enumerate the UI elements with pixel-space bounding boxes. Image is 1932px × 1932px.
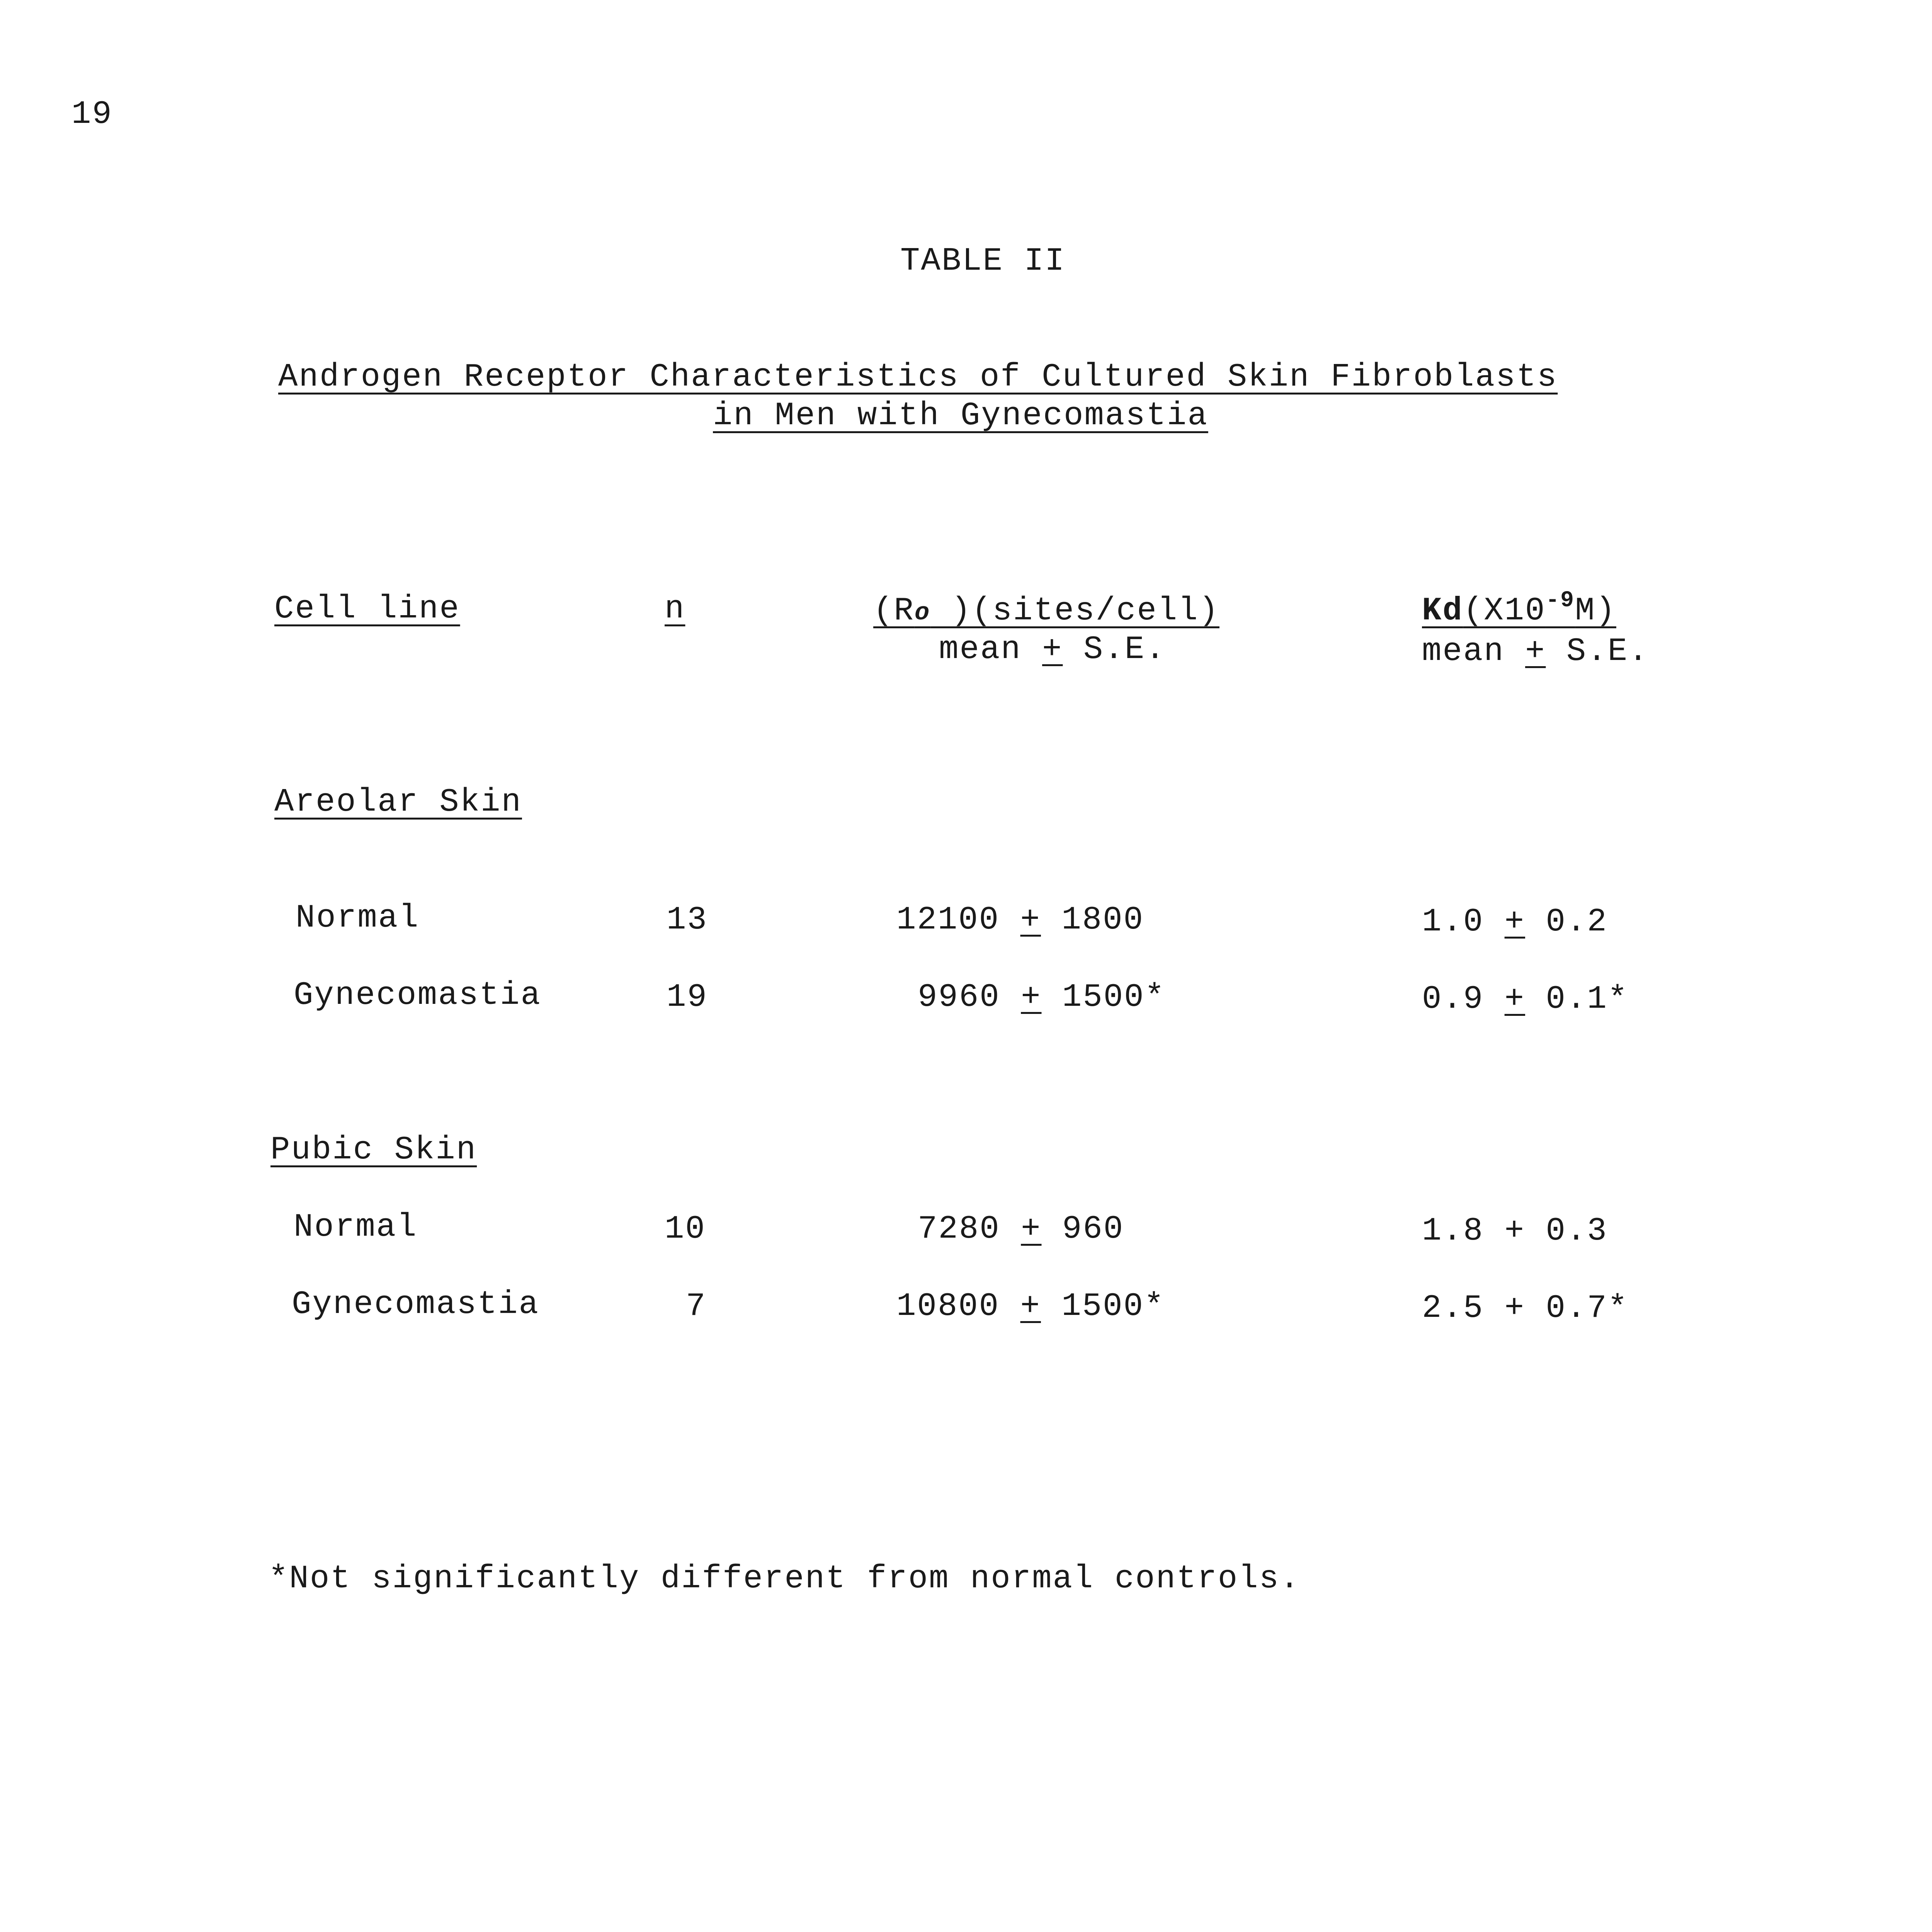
table-label: TABLE II <box>900 243 1066 280</box>
row-n: 19 <box>667 979 708 1016</box>
row-n: 13 <box>667 902 708 939</box>
row-kd-mean: 1.0 <box>1422 904 1484 940</box>
row-kd-se: 0.3 <box>1546 1213 1608 1250</box>
header-ro-sub <box>939 631 1166 668</box>
row-kd-se: 0.1* <box>1546 981 1629 1018</box>
row-ro-pm: + <box>1021 979 1042 1016</box>
header-kd <box>1422 588 1616 629</box>
row-kd-se: 0.2 <box>1546 904 1608 940</box>
row-ro <box>918 981 1165 1014</box>
table-title-line2: in Men with Gynecomastia <box>713 398 1208 434</box>
row-kd-se: 0.7* <box>1546 1290 1629 1327</box>
row-kd <box>1422 1290 1629 1327</box>
table-title-line1: Androgen Receptor Characteristics of Cultured Skin Fibroblasts <box>278 359 1558 396</box>
row-ro <box>896 1288 1165 1325</box>
row-ro-se: 960 <box>1062 1211 1124 1248</box>
row-kd <box>1422 1215 1608 1248</box>
header-kd-unit: M) <box>1575 593 1616 629</box>
row-label: Normal <box>294 1209 418 1246</box>
row-ro-mean: 7280 <box>918 1211 1000 1248</box>
row-kd-mean: 2.5 <box>1422 1290 1484 1327</box>
row-kd-mean: 1.8 <box>1422 1213 1484 1250</box>
header-kd-exponent: -9 <box>1546 588 1575 613</box>
row-kd <box>1422 906 1608 939</box>
row-label: Normal <box>296 900 420 937</box>
row-ro-mean: 12100 <box>896 902 1000 939</box>
row-n: 7 <box>686 1288 707 1325</box>
header-kd-paren: (X10 <box>1463 593 1546 629</box>
header-ro-se: S.E. <box>1083 631 1166 668</box>
header-ro-rest: )(sites/cell) <box>930 593 1219 629</box>
row-kd <box>1422 983 1628 1016</box>
header-ro-mean: mean <box>939 631 1022 668</box>
row-ro-pm: + <box>1020 1288 1041 1325</box>
row-label: Gynecomastia <box>292 1286 539 1323</box>
row-ro-se: 1800 <box>1061 902 1144 939</box>
footnote: *Not significantly different from normal controls. <box>269 1561 1301 1597</box>
row-kd-pm: + <box>1504 1290 1526 1327</box>
row-ro-pm: + <box>1020 902 1041 939</box>
row-kd-pm: + <box>1504 1213 1526 1250</box>
header-ro-pm: + <box>1042 631 1063 668</box>
row-ro-se: 1500* <box>1062 979 1165 1016</box>
row-ro-mean: 9960 <box>918 979 1000 1016</box>
row-ro <box>896 904 1144 937</box>
section-title-areolar: Areolar Skin <box>274 784 522 821</box>
row-label: Gynecomastia <box>294 977 541 1014</box>
row-kd-pm: + <box>1504 904 1526 940</box>
header-ro-subscript: o <box>914 599 931 627</box>
header-kd-se: S.E. <box>1566 633 1649 670</box>
row-kd-mean: 0.9 <box>1422 981 1484 1018</box>
row-ro-pm: + <box>1021 1211 1042 1248</box>
row-ro <box>918 1213 1124 1246</box>
section-title-pubic: Pubic Skin <box>270 1132 477 1168</box>
header-kd-pm: + <box>1525 633 1546 670</box>
header-kd-mean: mean <box>1422 633 1505 670</box>
row-ro-mean: 10800 <box>896 1288 1000 1325</box>
row-kd-pm: + <box>1504 981 1526 1018</box>
header-kd-main: Kd <box>1422 593 1463 629</box>
header-n: n <box>665 591 685 628</box>
header-kd-sub <box>1422 633 1649 670</box>
header-cell-line: Cell line <box>274 591 460 628</box>
header-ro <box>873 595 1219 628</box>
row-n: 10 <box>665 1211 706 1248</box>
header-ro-open: (R <box>873 593 915 629</box>
page-number: 19 <box>71 96 113 133</box>
row-ro-se: 1500* <box>1061 1288 1165 1325</box>
